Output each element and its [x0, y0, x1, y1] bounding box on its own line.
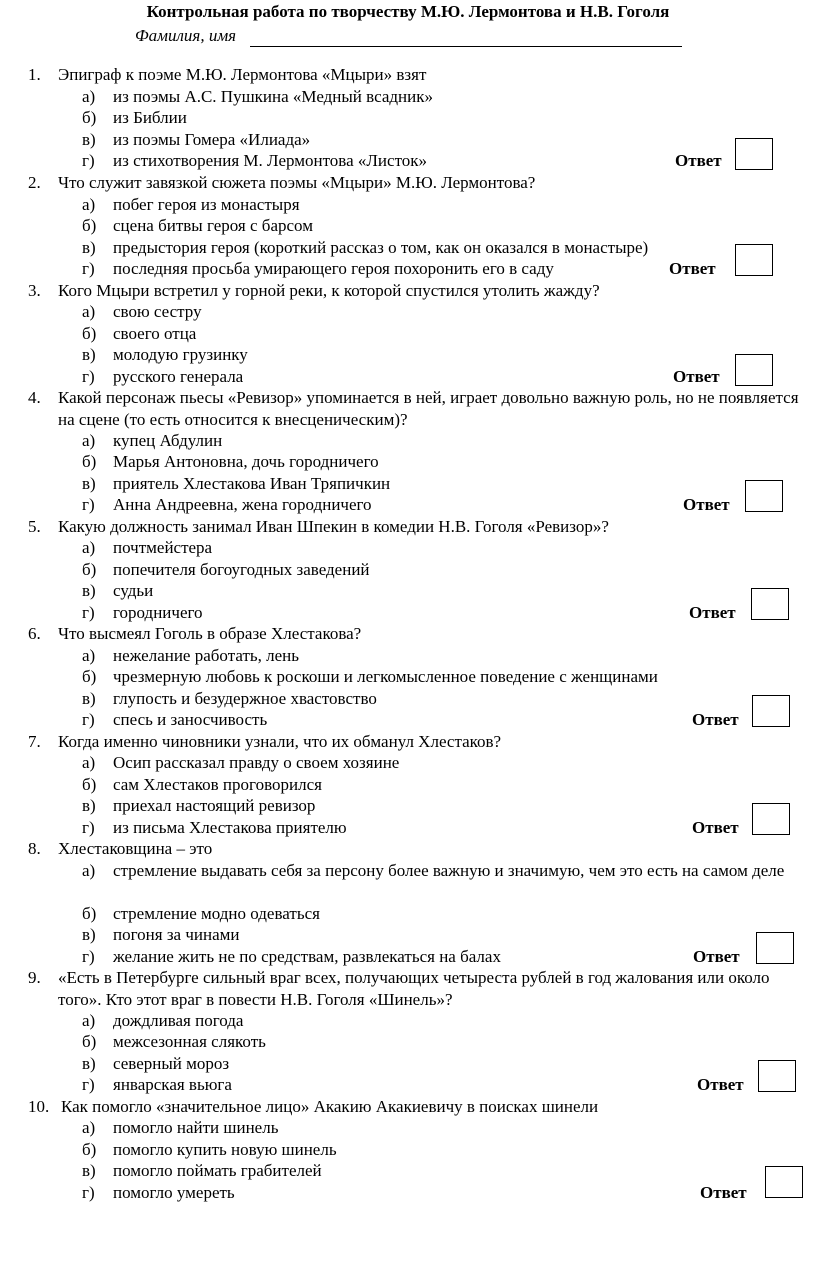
answer-option-10-1: [82, 1117, 812, 1139]
option-text: из поэмы А.С. Пушкина «Медный всадник»: [113, 87, 433, 106]
option-text: Осип рассказал правду о своем хозяине: [113, 753, 400, 772]
option-letter: г): [82, 1075, 95, 1094]
option-text: свою сестру: [113, 302, 202, 321]
question-number: 2.: [28, 173, 41, 192]
question-text: Какую должность занимал Иван Шпекин в комедии Н.В. Гоголя «Ревизор»?: [58, 517, 609, 536]
option-letter: г): [82, 947, 95, 966]
option-letter: б): [82, 560, 97, 579]
option-text: стремление модно одеваться: [113, 904, 320, 923]
option-text: глупость и безудержное хвастовство: [113, 689, 377, 708]
question-text: Как помогло «значительное лицо» Акакию Акакиевичу в поисках шинели: [61, 1097, 599, 1116]
option-text: желание жить не по средствам, развлекаться на балах: [113, 947, 501, 966]
option-letter: б): [82, 324, 97, 343]
question-6: [28, 623, 808, 645]
option-text: городничего: [113, 603, 203, 622]
option-text: из поэмы Гомера «Илиада»: [113, 130, 311, 149]
question-text: Кого Мцыри встретил у горной реки, к которой спустился утолить жажду?: [58, 281, 600, 300]
answer-option-10-2: [82, 1139, 812, 1161]
option-letter: а): [82, 431, 96, 450]
answer-box-9[interactable]: [758, 1060, 796, 1092]
option-text: русского генерала: [113, 367, 244, 386]
answer-option-3-3: [82, 344, 812, 366]
answer-label: Ответ: [692, 818, 739, 837]
answer-option-6-2: [82, 666, 812, 688]
option-text: северный мороз: [113, 1054, 230, 1073]
question-text: Какой персонаж пьесы «Ревизор» упоминается в ней, играет довольно важную роль, но не появляется на сцене (то есть относится к внесценическим)?: [58, 388, 799, 429]
option-text: дождливая погода: [113, 1011, 244, 1030]
answer-box-10[interactable]: [765, 1166, 803, 1198]
option-letter: г): [82, 603, 95, 622]
option-text: приехал настоящий ревизор: [113, 796, 316, 815]
answer-option-7-2: [82, 774, 812, 796]
option-letter: б): [82, 775, 97, 794]
option-text: из письма Хлестакова приятелю: [113, 818, 347, 837]
option-letter: в): [82, 130, 96, 149]
answer-option-2-2: [82, 215, 812, 237]
question-number: 1.: [28, 65, 41, 84]
option-letter: а): [82, 302, 96, 321]
question-text: Хлестаковщина – это: [58, 839, 213, 858]
question-7: [28, 731, 808, 753]
option-text: своего отца: [113, 324, 197, 343]
question-number: 7.: [28, 732, 41, 751]
option-letter: а): [82, 538, 96, 557]
option-text: из Библии: [113, 108, 187, 127]
question-number: 4.: [28, 388, 41, 407]
option-letter: а): [82, 87, 96, 106]
option-text: молодую грузинку: [113, 345, 248, 364]
option-letter: б): [82, 904, 97, 923]
option-text: предыстория героя (короткий рассказ о том, как он оказался в монастыре): [113, 238, 649, 257]
answer-option-4-1: [82, 430, 812, 452]
option-letter: в): [82, 1054, 96, 1073]
option-text: почтмейстера: [113, 538, 213, 557]
answer-option-7-3: [82, 795, 812, 817]
question-text: Эпиграф к поэме М.Ю. Лермонтова «Мцыри» взят: [58, 65, 427, 84]
question-text: Что служит завязкой сюжета поэмы «Мцыри» М.Ю. Лермонтова?: [58, 173, 536, 192]
question-8: [28, 838, 808, 860]
question-text: Когда именно чиновники узнали, что их обманул Хлестаков?: [58, 732, 502, 751]
question-4: [28, 387, 808, 430]
answer-option-1-2: [82, 107, 812, 129]
question-3: [28, 280, 808, 302]
option-letter: в): [82, 238, 96, 257]
option-text: судьи: [113, 581, 154, 600]
option-letter: в): [82, 345, 96, 364]
option-letter: в): [82, 689, 96, 708]
option-text: сам Хлестаков проговорился: [113, 775, 322, 794]
answer-option-9-1: [82, 1010, 812, 1032]
answer-option-8-2: [82, 903, 812, 925]
name-field-line[interactable]: [250, 46, 682, 47]
option-text: попечителя богоугодных заведений: [113, 560, 370, 579]
option-letter: г): [82, 1183, 95, 1202]
question-1: [28, 64, 808, 86]
option-text: Анна Андреевна, жена городничего: [113, 495, 372, 514]
option-letter: а): [82, 1011, 96, 1030]
option-letter: г): [82, 151, 95, 170]
name-field-label: Фамилия, имя: [135, 26, 237, 45]
option-letter: б): [82, 1140, 97, 1159]
option-text: помогло умереть: [113, 1183, 235, 1202]
option-text: нежелание работать, лень: [113, 646, 300, 665]
question-10: [28, 1096, 808, 1118]
answer-option-5-1: [82, 537, 812, 559]
option-text: последняя просьба умирающего героя похоронить его в саду: [113, 259, 554, 278]
question-number: 9.: [28, 968, 41, 987]
answer-option-1-3: [82, 129, 812, 151]
option-letter: а): [82, 195, 96, 214]
answer-option-7-1: [82, 752, 812, 774]
answer-label: Ответ: [689, 603, 736, 622]
answer-option-4-3: [82, 473, 812, 495]
answer-option-3-2: [82, 323, 812, 345]
question-9: [28, 967, 808, 1010]
answer-label: Ответ: [683, 495, 730, 514]
answer-box-8[interactable]: [756, 932, 794, 964]
answer-box-2[interactable]: [735, 244, 773, 276]
option-letter: б): [82, 216, 97, 235]
option-letter: г): [82, 710, 95, 729]
option-letter: б): [82, 108, 97, 127]
option-letter: г): [82, 367, 95, 386]
answer-box-4[interactable]: [745, 480, 783, 512]
answer-option-6-3: [82, 688, 812, 710]
answer-box-7[interactable]: [752, 803, 790, 835]
answer-option-8-1: [82, 860, 812, 882]
answer-label: Ответ: [673, 367, 720, 386]
option-text: спесь и заносчивость: [113, 710, 268, 729]
answer-label: Ответ: [700, 1183, 747, 1202]
option-text: чрезмерную любовь к роскоши и легкомысленное поведение с женщинами: [113, 667, 658, 686]
answer-option-2-1: [82, 194, 812, 216]
answer-option-9-2: [82, 1031, 812, 1053]
question-text: Что высмеял Гоголь в образе Хлестакова?: [58, 624, 362, 643]
answer-option-5-2: [82, 559, 812, 581]
question-number: 5.: [28, 517, 41, 536]
option-letter: а): [82, 861, 96, 880]
option-letter: в): [82, 1161, 96, 1180]
answer-option-8-3: [82, 924, 812, 946]
option-text: помогло поймать грабителей: [113, 1161, 322, 1180]
option-letter: в): [82, 925, 96, 944]
question-text: «Есть в Петербурге сильный враг всех, получающих четыреста рублей в год жалования или около того». Кто этот враг в повести Н.В. Гоголя «Шинель»?: [58, 968, 770, 1009]
option-text: межсезонная слякоть: [113, 1032, 266, 1051]
option-text: из стихотворения М. Лермонтова «Листок»: [113, 151, 428, 170]
option-letter: б): [82, 667, 97, 686]
answer-option-6-1: [82, 645, 812, 667]
answer-label: Ответ: [697, 1075, 744, 1094]
option-text: сцена битвы героя с барсом: [113, 216, 313, 235]
question-number: 6.: [28, 624, 41, 643]
answer-option-9-3: [82, 1053, 812, 1075]
option-letter: б): [82, 452, 97, 471]
option-text: купец Абдулин: [113, 431, 223, 450]
question-number: 3.: [28, 281, 41, 300]
option-text: приятель Хлестакова Иван Тряпичкин: [113, 474, 391, 493]
option-letter: в): [82, 796, 96, 815]
question-number: 10.: [28, 1097, 50, 1116]
question-number: 8.: [28, 839, 41, 858]
answer-option-10-3: [82, 1160, 812, 1182]
answer-label: Ответ: [675, 151, 722, 170]
answer-option-5-3: [82, 580, 812, 602]
answer-option-3-1: [82, 301, 812, 323]
answer-option-4-2: [82, 451, 812, 473]
answer-label: Ответ: [692, 710, 739, 729]
answer-label: Ответ: [693, 947, 740, 966]
option-letter: а): [82, 1118, 96, 1137]
answer-box-3[interactable]: [735, 354, 773, 386]
answer-label: Ответ: [669, 259, 716, 278]
option-text: побег героя из монастыря: [113, 195, 300, 214]
answer-option-1-1: [82, 86, 812, 108]
option-letter: г): [82, 818, 95, 837]
answer-box-6[interactable]: [752, 695, 790, 727]
option-text: помогло купить новую шинель: [113, 1140, 337, 1159]
option-letter: г): [82, 259, 95, 278]
option-letter: г): [82, 495, 95, 514]
option-letter: а): [82, 646, 96, 665]
answer-box-1[interactable]: [735, 138, 773, 170]
option-letter: б): [82, 1032, 97, 1051]
option-letter: а): [82, 753, 96, 772]
option-text: стремление выдавать себя за персону более важную и значимую, чем это есть на самом деле: [113, 861, 785, 880]
option-text: январская вьюга: [113, 1075, 232, 1094]
option-text: помогло найти шинель: [113, 1118, 279, 1137]
option-letter: в): [82, 474, 96, 493]
answer-option-2-3: [82, 237, 812, 259]
option-letter: в): [82, 581, 96, 600]
option-text: Марья Антоновна, дочь городничего: [113, 452, 379, 471]
option-text: погоня за чинами: [113, 925, 240, 944]
question-5: [28, 516, 808, 538]
answer-box-5[interactable]: [751, 588, 789, 620]
question-2: [28, 172, 808, 194]
page-title: Контрольная работа по творчеству М.Ю. Лермонтова и Н.В. Гоголя: [146, 2, 670, 21]
